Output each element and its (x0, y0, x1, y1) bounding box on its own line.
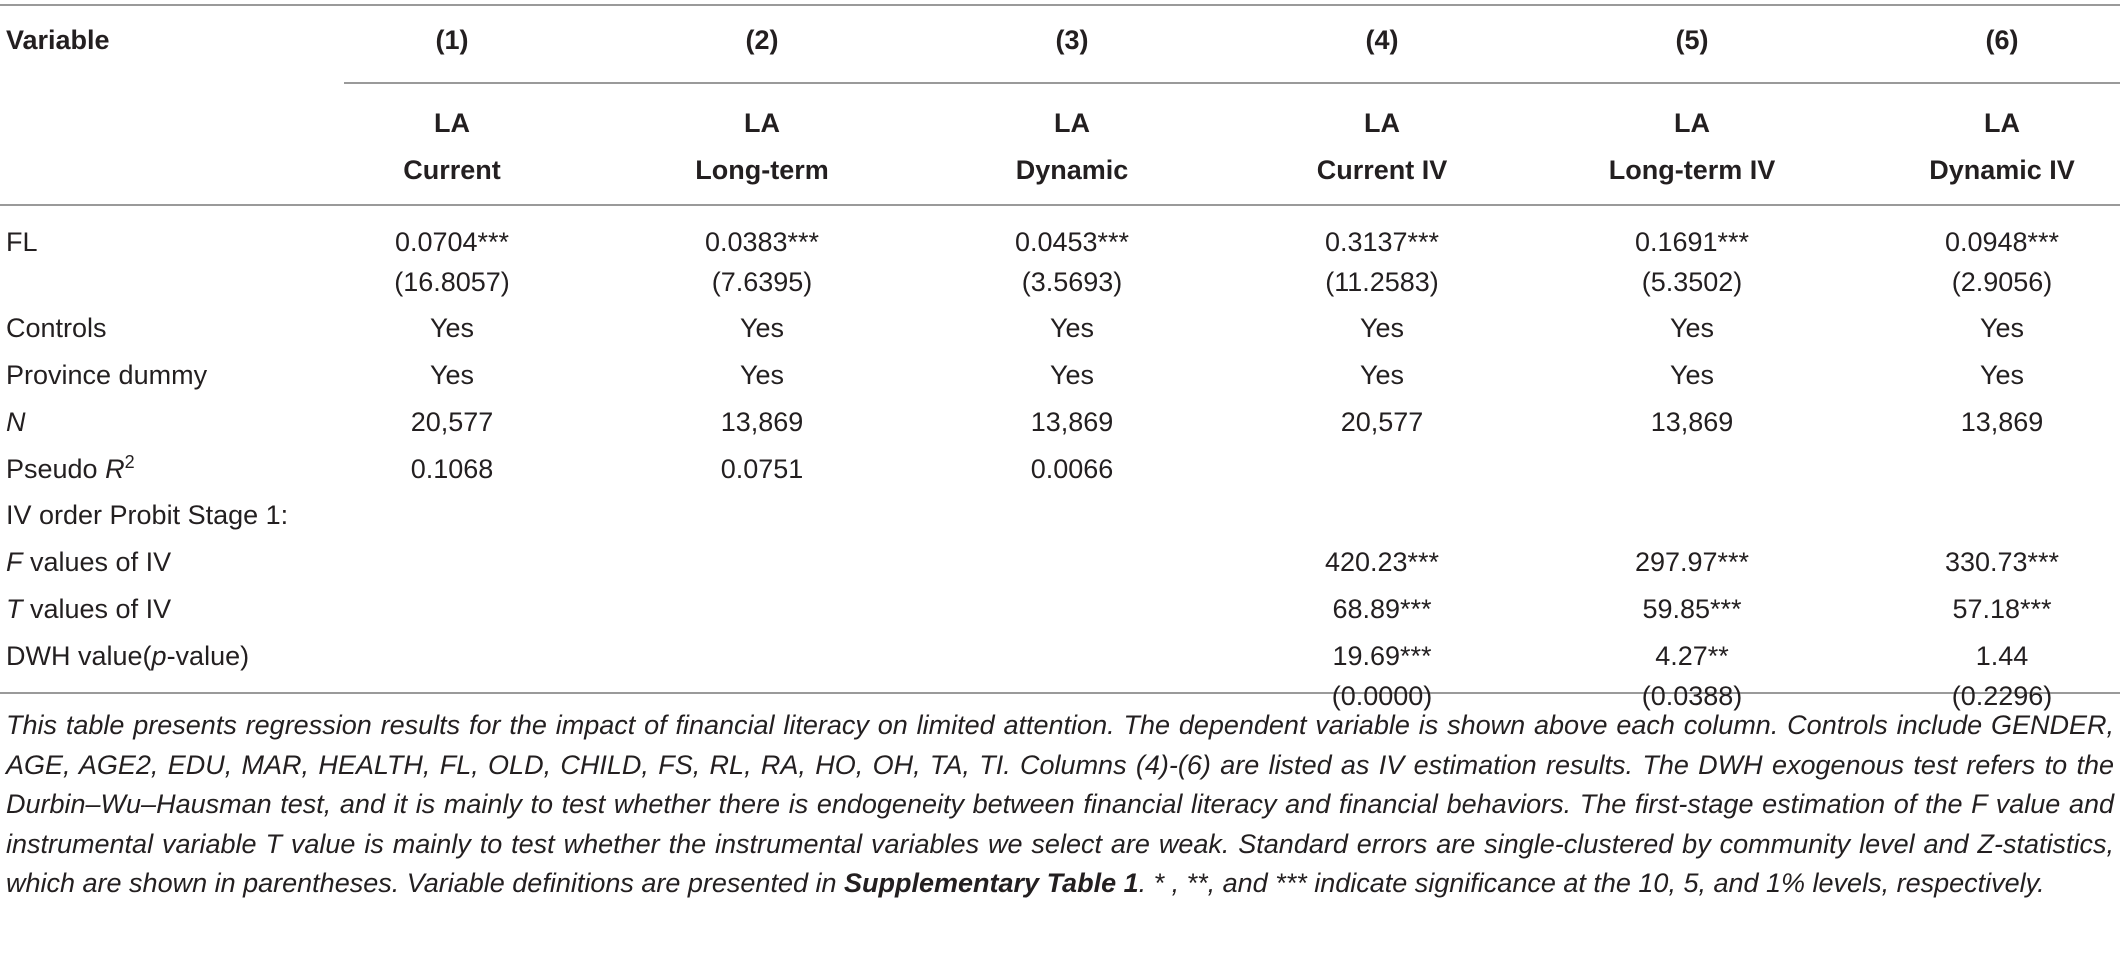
col-4-dependent: LA (1364, 108, 1400, 138)
col-3-subtitle: Dynamic (1015, 155, 1129, 185)
n-1: 20,577 (410, 407, 494, 437)
col-6-subtitle: Dynamic IV (1929, 155, 2075, 185)
col-5-subtitle: Long-term IV (1608, 155, 1776, 185)
controls-2: Yes (739, 313, 785, 343)
top-rule (0, 4, 2120, 6)
col-4-number: (4) (1365, 25, 1399, 55)
n-2: 13,869 (720, 407, 804, 437)
row-label-controls: Controls (6, 313, 107, 343)
col-2-subtitle: Long-term (695, 155, 829, 185)
row-label-f-values (6, 544, 171, 580)
t-value-4: 68.89*** (1332, 594, 1432, 624)
row-label-dwh (6, 638, 249, 674)
pseudo-r2-3: 0.0066 (1030, 454, 1114, 484)
controls-3: Yes (1049, 313, 1095, 343)
fl-stat-5: (5.3502) (1641, 267, 1743, 297)
row-label-t-values (6, 591, 171, 627)
t-rest: values of IV (22, 594, 172, 624)
col-6-number: (6) (1985, 25, 2019, 55)
dwh-pvalue-5: (0.0388) (1641, 681, 1743, 711)
col-3-number: (3) (1055, 25, 1089, 55)
t-value-5: 59.85*** (1642, 594, 1742, 624)
province-4: Yes (1359, 360, 1405, 390)
note-text-2: . * , **, and *** indicate significance at the 10, 5, and 1% levels, respectively. (1138, 868, 2045, 898)
province-5: Yes (1669, 360, 1715, 390)
n-3: 13,869 (1030, 407, 1114, 437)
province-3: Yes (1049, 360, 1095, 390)
dwh-value-5: 4.27** (1655, 641, 1729, 671)
col-5-number: (5) (1675, 25, 1709, 55)
t-value-6: 57.18*** (1952, 594, 2052, 624)
province-2: Yes (739, 360, 785, 390)
fl-coef-6: 0.0948*** (1944, 227, 2060, 257)
n-4: 20,577 (1340, 407, 1424, 437)
fl-coef-5: 0.1691*** (1634, 227, 1750, 257)
fl-coef-4: 0.3137*** (1324, 227, 1440, 257)
row-label-iv-stage: IV order Probit Stage 1: (6, 500, 289, 530)
note-text-1: This table presents regression results for the impact of financial literacy on limited attention. The dependent variable is shown above each column. Controls include GENDER, AGE, AGE2, EDU, MAR, HEALTH, FL, OLD, CHILD, FS, RL, RA, HO, OH, TA, TI. Columns (4)-(6) are listed as IV estimation results. The DWH exogenous test refers to the Durbin–Wu–Hausman test, and it is mainly to test whether there is endogeneity between financial literacy and financial behaviors. The first-stage estimation of the F value and instrumental variable T value is mainly to test whether the instrumental variables we select are weak. Standard errors are single-clustered by community level and Z-statistics, which are shown in parentheses. Variable definitions are presented in (6, 710, 2114, 898)
dwh-var: p (151, 641, 167, 671)
controls-4: Yes (1359, 313, 1405, 343)
n-5: 13,869 (1650, 407, 1734, 437)
header-rule (0, 204, 2120, 206)
row-label-pseudo-r2 (6, 451, 135, 487)
row-label-n: N (6, 407, 26, 437)
controls-6: Yes (1979, 313, 2025, 343)
t-var: T (6, 594, 23, 624)
variable-header: Variable (6, 25, 110, 55)
controls-1: Yes (429, 313, 475, 343)
pseudo-sup: 2 (124, 452, 135, 472)
dwh-pre: DWH value( (6, 641, 152, 671)
controls-5: Yes (1669, 313, 1715, 343)
col-5-dependent: LA (1674, 108, 1710, 138)
pseudo-var: R (105, 454, 125, 484)
pseudo-r2-1: 0.1068 (410, 454, 494, 484)
col-1-dependent: LA (434, 108, 470, 138)
fl-coef-2: 0.0383*** (704, 227, 820, 257)
col-3-dependent: LA (1054, 108, 1090, 138)
f-rest: values of IV (22, 547, 172, 577)
dwh-pvalue-6: (0.2296) (1951, 681, 2053, 711)
n-6: 13,869 (1960, 407, 2044, 437)
fl-stat-1: (16.8057) (394, 267, 510, 297)
fl-stat-6: (2.9056) (1951, 267, 2053, 297)
fl-stat-3: (3.5693) (1021, 267, 1123, 297)
f-var: F (6, 547, 23, 577)
col-2-dependent: LA (744, 108, 780, 138)
col-1-subtitle: Current (403, 155, 501, 185)
fl-coef-3: 0.0453*** (1014, 227, 1130, 257)
subheader-rule (344, 82, 2120, 84)
province-1: Yes (429, 360, 475, 390)
col-1-number: (1) (435, 25, 469, 55)
pseudo-prefix: Pseudo (6, 454, 106, 484)
dwh-value-4: 19.69*** (1332, 641, 1432, 671)
fl-stat-4: (11.2583) (1325, 267, 1439, 297)
f-value-4: 420.23*** (1324, 547, 1440, 577)
col-6-dependent: LA (1984, 108, 2020, 138)
province-6: Yes (1979, 360, 2025, 390)
row-label-fl: FL (6, 227, 38, 257)
dwh-value-6: 1.44 (1975, 641, 2029, 671)
supplementary-table-link[interactable]: Supplementary Table 1 (844, 868, 1139, 898)
f-value-5: 297.97*** (1634, 547, 1750, 577)
f-value-6: 330.73*** (1944, 547, 2060, 577)
pseudo-r2-2: 0.0751 (720, 454, 804, 484)
table-note (6, 706, 2114, 904)
dwh-post: -value) (166, 641, 250, 671)
col-2-number: (2) (745, 25, 779, 55)
row-label-province: Province dummy (6, 360, 208, 390)
dwh-pvalue-4: (0.0000) (1331, 681, 1433, 711)
col-4-subtitle: Current IV (1316, 155, 1448, 185)
fl-coef-1: 0.0704*** (394, 227, 510, 257)
fl-stat-2: (7.6395) (711, 267, 813, 297)
